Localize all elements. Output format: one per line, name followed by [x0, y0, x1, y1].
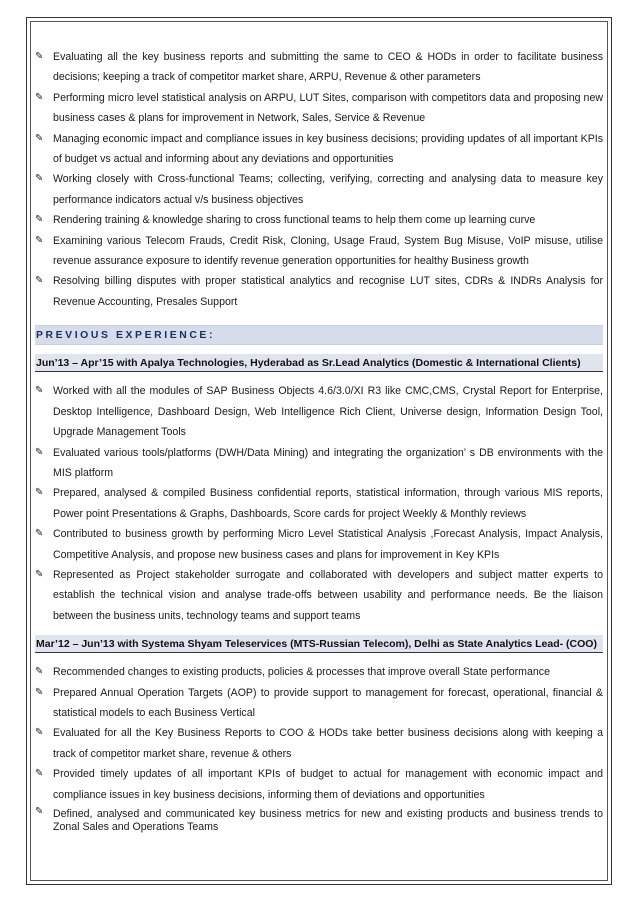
list-item: ✎ Recommended changes to existing products, policies & processes that improve overall State performance	[35, 662, 603, 682]
pencil-bullet-icon: ✎	[35, 568, 44, 580]
list-item: ✎ Evaluating all the key business reports and submitting the same to CEO & HODs in order to facilitate business decisions; keeping a track of competitor market share, ARPU, Revenue & other parameters	[35, 47, 603, 88]
list-item: ✎ Resolving billing disputes with proper statistical analytics and recognise LUT sites, CDRs & INDRs Analysis for Revenue Accounting, Presales Support	[35, 271, 603, 312]
job-heading-apalya	[35, 354, 603, 372]
list-item: ✎ Evaluated for all the Key Business Reports to COO & HODs take better business decisions along with keeping a track of competitor market share, revenue & others	[35, 723, 603, 764]
pencil-bullet-icon: ✎	[35, 727, 44, 739]
responsibilities-list	[35, 47, 603, 312]
pencil-bullet-icon: ✎	[35, 385, 44, 397]
pencil-bullet-icon: ✎	[35, 234, 44, 246]
list-item: ✎ Defined, analysed and communicated key business metrics for new and existing products and business trends to Zonal Sales and Operations Teams	[35, 806, 603, 833]
list-item: ✎ Examining various Telecom Frauds, Credit Risk, Cloning, Usage Fraud, System Bug Misuse, VoIP misuse, utilise revenue assurance exposure to identify revenue generation opportunities for healthy Business growth	[35, 231, 603, 272]
pencil-bullet-icon: ✎	[35, 91, 44, 103]
pencil-bullet-icon: ✎	[35, 446, 44, 458]
pencil-bullet-icon: ✎	[35, 275, 44, 287]
list-item: ✎ Represented as Project stakeholder surrogate and collaborated with developers and subject matter experts to establish the technical vision and analyse trade-offs between usability and performance needs. Be the liaison between the business units, technology teams and support teams	[35, 565, 603, 626]
pencil-bullet-icon: ✎	[35, 806, 44, 817]
pencil-bullet-icon: ✎	[35, 666, 44, 678]
list-item: ✎ Contributed to business growth by performing Micro Level Statistical Analysis ,Forecast Analysis, Impact Analysis, Competitive Analysis, and propose new business cases and plans for improvement in Key KPIs	[35, 524, 603, 565]
list-item: ✎ Managing economic impact and compliance issues in key business decisions; providing updates of all important KPIs of budget vs actual and informing about any deviations and opportunities	[35, 129, 603, 170]
pencil-bullet-icon: ✎	[35, 686, 44, 698]
pencil-bullet-icon: ✎	[35, 487, 44, 499]
list-item: ✎ Working closely with Cross-functional Teams; collecting, verifying, correcting and analysing data to measure key performance indicators actual v/s business objectives	[35, 169, 603, 210]
job-title: Jun’13 – Apr’15 with Apalya Technologies, Hyderabad as Sr.Lead Analytics (Domestic & International Clients)	[36, 356, 581, 369]
section-header-previous-experience	[35, 325, 603, 345]
pencil-bullet-icon: ✎	[35, 173, 44, 185]
section-title: PREVIOUS EXPERIENCE:	[36, 329, 216, 341]
pencil-bullet-icon: ✎	[35, 51, 44, 62]
pencil-bullet-icon: ✎	[35, 528, 44, 540]
pencil-bullet-icon: ✎	[35, 214, 44, 226]
list-item: ✎ Provided timely updates of all important KPIs of budget to actual for management with economic impact and compliance issues in key business decisions, informing them of deviations and opportunities	[35, 764, 603, 805]
job-title: Mar’12 – Jun’13 with Systema Shyam Teleservices (MTS-Russian Telecom), Delhi as State Analytics Lead- (COO)	[36, 637, 597, 650]
pencil-bullet-icon: ✎	[35, 132, 44, 144]
list-item: ✎ Evaluated various tools/platforms (DWH/Data Mining) and integrating the organization’ s DB environments with the MIS platform	[35, 443, 603, 484]
resume-content	[35, 47, 603, 834]
list-item: ✎ Performing micro level statistical analysis on ARPU, LUT Sites, comparison with competitors data and proposing new business cases & plans for improvement in Network, Sales, Service & Revenue	[35, 88, 603, 129]
list-item: ✎ Rendering training & knowledge sharing to cross functional teams to help them come up learning curve	[35, 210, 603, 230]
job-heading-systema-shyam	[35, 635, 603, 653]
list-item: ✎ Prepared, analysed & compiled Business confidential reports, statistical information, through various MIS reports, Power point Presentations & Graphs, Dashboards, Score cards for project Weekly & Monthly reviews	[35, 483, 603, 524]
list-item: ✎ Prepared Annual Operation Targets (AOP) to provide support to management for forecast, operational, financial & statistical models to each Business Vertical	[35, 683, 603, 724]
list-item: ✎ Worked with all the modules of SAP Business Objects 4.6/3.0/XI R3 like CMC,CMS, Crystal Report for Enterprise, Desktop Intelligence, Dashboard Design, Web Intelligence Rich Client, Universe design, Information Design Tool, Upgrade Management Tools	[35, 381, 603, 442]
systema-duties-list	[35, 662, 603, 834]
pencil-bullet-icon: ✎	[35, 768, 44, 780]
apalya-duties-list	[35, 381, 603, 626]
